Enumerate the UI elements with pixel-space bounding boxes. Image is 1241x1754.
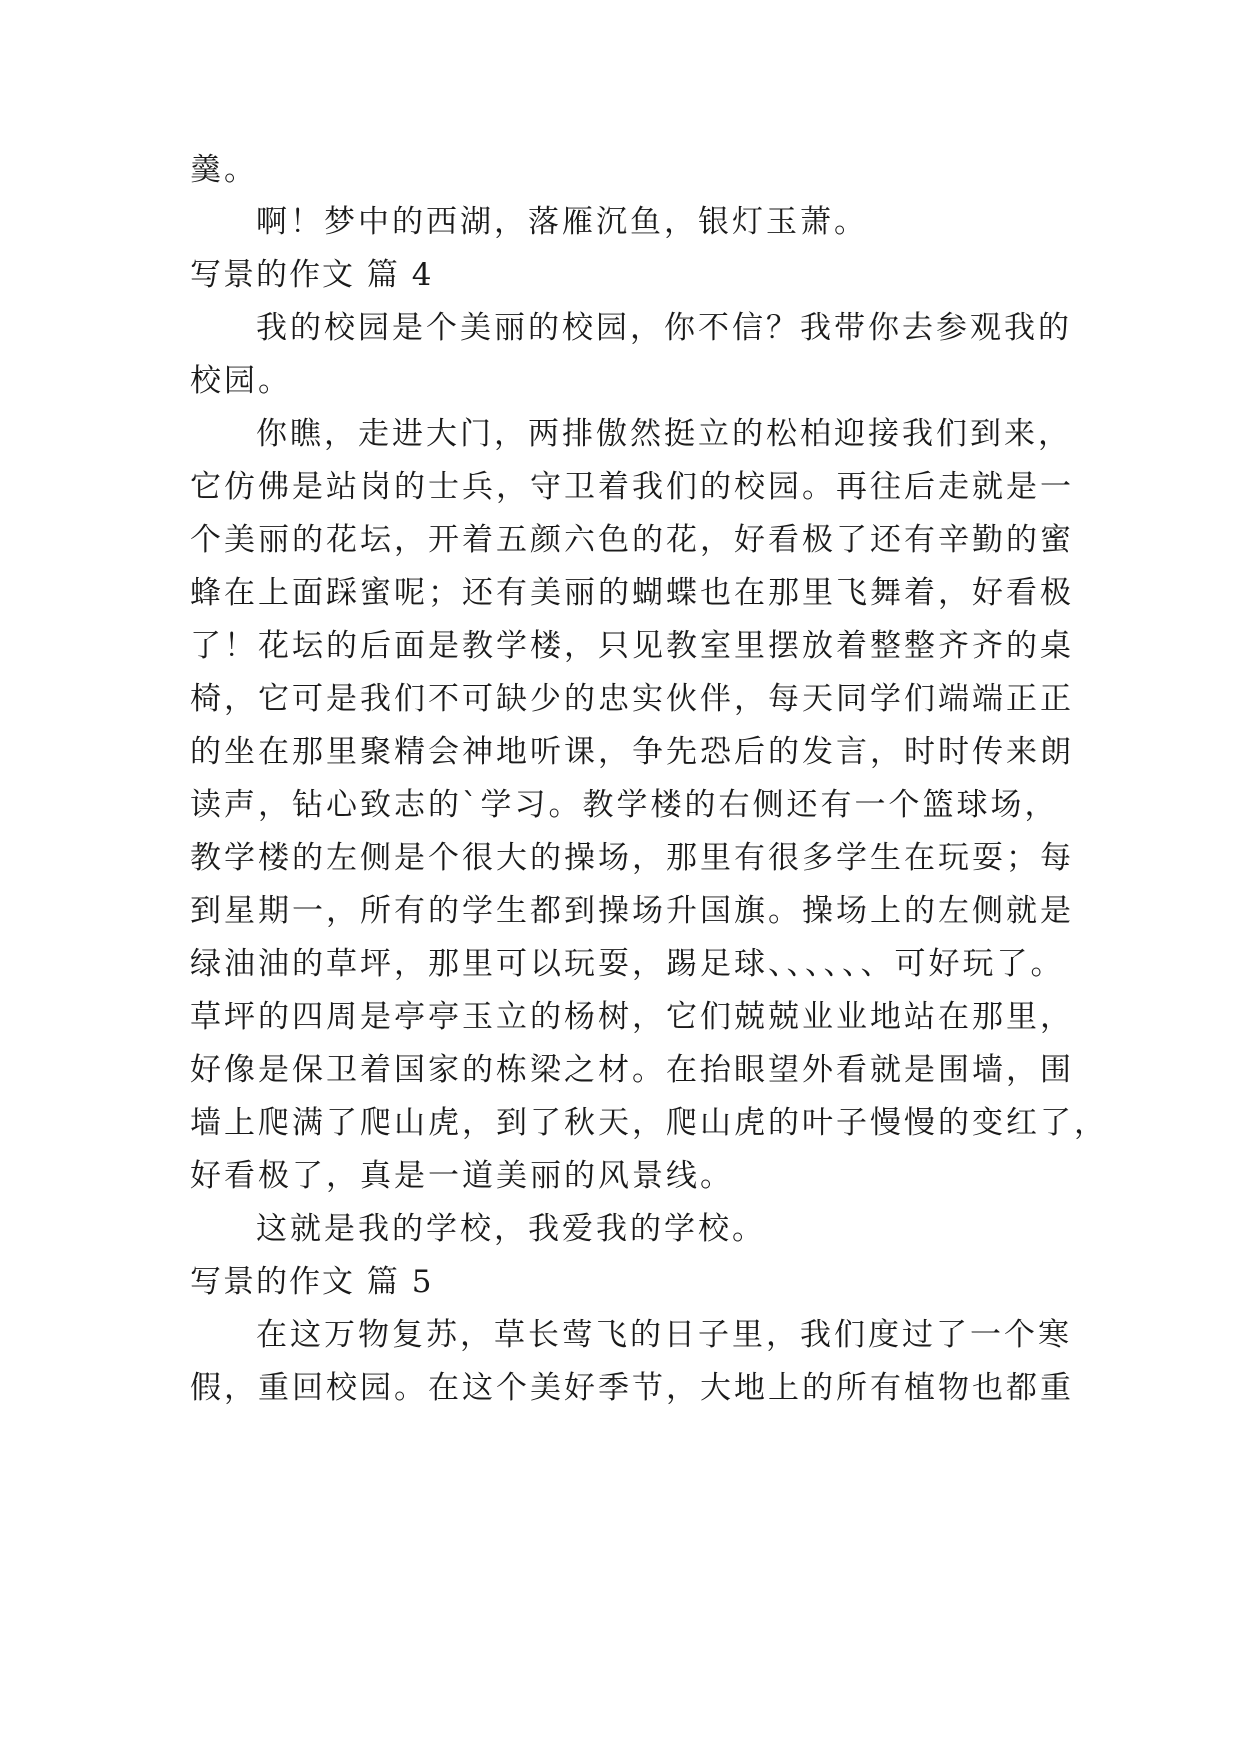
text-line: 这就是我的学校，我爱我的学校。 (256, 1211, 766, 1247)
text-line: 我的校园是个美丽的校园，你不信？我带你去参观我的 (256, 310, 1072, 346)
text-line: 羹。 (190, 152, 258, 188)
text-line: 的坐在那里聚精会神地听课，争先恐后的发言，时时传来朗 (190, 734, 1074, 770)
text-line: 绿油油的草坪，那里可以玩耍，踢足球、、、、、、可好玩了。 (190, 946, 1065, 982)
text-line: 蜂在上面踩蜜呢；还有美丽的蝴蝶也在那里飞舞着，好看极 (190, 575, 1074, 611)
text-line: 你瞧，走进大门，两排傲然挺立的松柏迎接我们到来， (256, 416, 1072, 452)
text-line: 它仿佛是站岗的士兵，守卫着我们的校园。再往后走就是一 (190, 469, 1074, 505)
text-line: 好看极了，真是一道美丽的风景线。 (190, 1158, 734, 1194)
section-heading-5: 写景的作文 篇 5 (190, 1264, 434, 1300)
text-line: 读声，钻心致志的`学习。教学楼的右侧还有一个篮球场， (190, 787, 1059, 823)
section-heading-4: 写景的作文 篇 4 (190, 257, 434, 293)
text-line: 草坪的四周是亭亭玉立的杨树，它们兢兢业业地站在那里， (190, 999, 1074, 1035)
text-line: 教学楼的左侧是个很大的操场，那里有很多学生在玩耍；每 (190, 840, 1074, 876)
text-line: 在这万物复苏，草长莺飞的日子里，我们度过了一个寒 (256, 1317, 1072, 1353)
text-line: 啊！梦中的西湖，落雁沉鱼，银灯玉萧。 (256, 204, 868, 240)
text-line: 到星期一，所有的学生都到操场升国旗。操场上的左侧就是 (190, 893, 1074, 929)
text-line: 个美丽的花坛，开着五颜六色的花，好看极了还有辛勤的蜜 (190, 522, 1074, 558)
text-line: 墙上爬满了爬山虎，到了秋天，爬山虎的叶子慢慢的变红了， (190, 1105, 1108, 1141)
text-line: 好像是保卫着国家的栋梁之材。在抬眼望外看就是围墙，围 (190, 1052, 1074, 1088)
text-line: 椅，它可是我们不可缺少的忠实伙伴，每天同学们端端正正 (190, 681, 1074, 717)
text-line: 了！花坛的后面是教学楼，只见教室里摆放着整整齐齐的桌 (190, 628, 1074, 664)
text-line: 校园。 (190, 363, 292, 399)
text-line: 假，重回校园。在这个美好季节，大地上的所有植物也都重 (190, 1370, 1074, 1406)
